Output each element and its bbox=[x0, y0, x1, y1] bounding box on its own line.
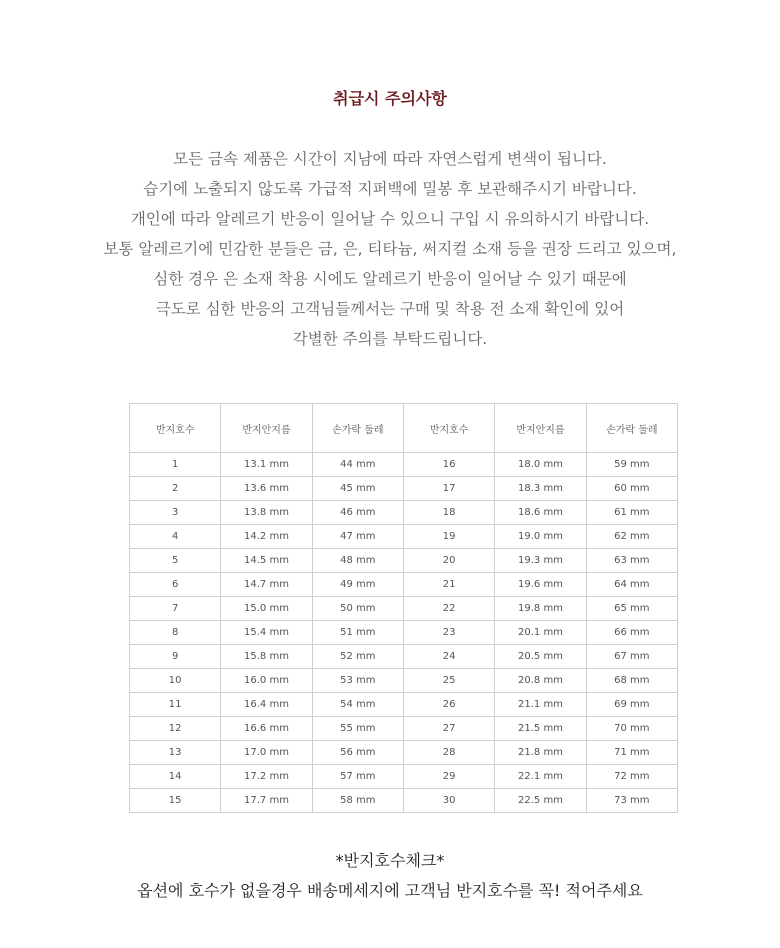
table-row bbox=[130, 765, 678, 789]
table-row bbox=[130, 453, 678, 477]
cell-ring-size: 23 bbox=[403, 621, 494, 645]
cell-finger-circumference: 50 mm bbox=[312, 597, 403, 621]
cell-ring-size: 29 bbox=[403, 765, 494, 789]
table-row bbox=[130, 525, 678, 549]
cell-inner-diameter: 13.8 mm bbox=[221, 501, 312, 525]
cell-finger-circumference: 66 mm bbox=[586, 621, 677, 645]
cell-finger-circumference: 55 mm bbox=[312, 717, 403, 741]
cell-inner-diameter: 17.2 mm bbox=[221, 765, 312, 789]
cell-ring-size: 6 bbox=[130, 573, 221, 597]
cell-ring-size: 28 bbox=[403, 741, 494, 765]
cell-ring-size: 5 bbox=[130, 549, 221, 573]
cell-finger-circumference: 56 mm bbox=[312, 741, 403, 765]
cell-inner-diameter: 21.5 mm bbox=[495, 717, 586, 741]
cell-inner-diameter: 16.4 mm bbox=[221, 693, 312, 717]
table-row bbox=[130, 621, 678, 645]
table-row bbox=[130, 549, 678, 573]
cell-finger-circumference: 47 mm bbox=[312, 525, 403, 549]
cell-inner-diameter: 13.1 mm bbox=[221, 453, 312, 477]
cell-ring-size: 27 bbox=[403, 717, 494, 741]
cell-inner-diameter: 14.5 mm bbox=[221, 549, 312, 573]
section-title: 취급시 주의사항 bbox=[333, 89, 447, 108]
cell-inner-diameter: 21.1 mm bbox=[495, 693, 586, 717]
cell-ring-size: 4 bbox=[130, 525, 221, 549]
cell-finger-circumference: 45 mm bbox=[312, 477, 403, 501]
cell-inner-diameter: 15.8 mm bbox=[221, 645, 312, 669]
cell-inner-diameter: 13.6 mm bbox=[221, 477, 312, 501]
cell-inner-diameter: 14.2 mm bbox=[221, 525, 312, 549]
cell-finger-circumference: 71 mm bbox=[586, 741, 677, 765]
cell-finger-circumference: 51 mm bbox=[312, 621, 403, 645]
cell-ring-size: 21 bbox=[403, 573, 494, 597]
cell-ring-size: 1 bbox=[130, 453, 221, 477]
cell-inner-diameter: 17.0 mm bbox=[221, 741, 312, 765]
care-notice bbox=[0, 144, 780, 354]
table-row bbox=[130, 693, 678, 717]
cell-ring-size: 8 bbox=[130, 621, 221, 645]
cell-inner-diameter: 18.6 mm bbox=[495, 501, 586, 525]
cell-finger-circumference: 57 mm bbox=[312, 765, 403, 789]
cell-inner-diameter: 19.6 mm bbox=[495, 573, 586, 597]
cell-ring-size: 22 bbox=[403, 597, 494, 621]
table-body bbox=[130, 453, 678, 813]
table-row bbox=[130, 477, 678, 501]
table-row bbox=[130, 741, 678, 765]
table-row bbox=[130, 501, 678, 525]
cell-ring-size: 2 bbox=[130, 477, 221, 501]
cell-ring-size: 15 bbox=[130, 789, 221, 813]
cell-finger-circumference: 63 mm bbox=[586, 549, 677, 573]
ring-size-check-title: *반지호수체크* bbox=[335, 851, 445, 870]
cell-finger-circumference: 58 mm bbox=[312, 789, 403, 813]
header-finger-circumference: 손가락 둘레 bbox=[312, 404, 403, 453]
cell-finger-circumference: 73 mm bbox=[586, 789, 677, 813]
cell-ring-size: 17 bbox=[403, 477, 494, 501]
cell-inner-diameter: 15.4 mm bbox=[221, 621, 312, 645]
cell-inner-diameter: 16.0 mm bbox=[221, 669, 312, 693]
cell-ring-size: 7 bbox=[130, 597, 221, 621]
cell-finger-circumference: 44 mm bbox=[312, 453, 403, 477]
cell-inner-diameter: 14.7 mm bbox=[221, 573, 312, 597]
ring-size-table bbox=[129, 403, 678, 813]
header-inner-diameter: 반지안지름 bbox=[221, 404, 312, 453]
table-row bbox=[130, 789, 678, 813]
cell-ring-size: 9 bbox=[130, 645, 221, 669]
cell-inner-diameter: 22.5 mm bbox=[495, 789, 586, 813]
cell-inner-diameter: 18.0 mm bbox=[495, 453, 586, 477]
notice-line: 각별한 주의를 부탁드립니다. bbox=[292, 330, 488, 348]
ring-size-check-text: 옵션에 호수가 없을경우 배송메세지에 고객님 반지호수를 꼭! 적어주세요 bbox=[137, 881, 643, 900]
notice-line: 극도로 심한 반응의 고객님들께서는 구매 및 착용 전 소재 확인에 있어 bbox=[155, 300, 625, 318]
cell-ring-size: 12 bbox=[130, 717, 221, 741]
header-inner-diameter: 반지안지름 bbox=[495, 404, 586, 453]
cell-inner-diameter: 17.7 mm bbox=[221, 789, 312, 813]
cell-inner-diameter: 16.6 mm bbox=[221, 717, 312, 741]
notice-line: 습기에 노출되지 않도록 가급적 지퍼백에 밀봉 후 보관해주시기 바랍니다. bbox=[143, 180, 637, 198]
header-ring-size: 반지호수 bbox=[403, 404, 494, 453]
table-header-row bbox=[130, 404, 678, 453]
cell-finger-circumference: 52 mm bbox=[312, 645, 403, 669]
cell-finger-circumference: 59 mm bbox=[586, 453, 677, 477]
cell-inner-diameter: 20.8 mm bbox=[495, 669, 586, 693]
cell-inner-diameter: 20.5 mm bbox=[495, 645, 586, 669]
cell-finger-circumference: 65 mm bbox=[586, 597, 677, 621]
cell-ring-size: 30 bbox=[403, 789, 494, 813]
cell-finger-circumference: 53 mm bbox=[312, 669, 403, 693]
cell-ring-size: 10 bbox=[130, 669, 221, 693]
cell-inner-diameter: 21.8 mm bbox=[495, 741, 586, 765]
cell-finger-circumference: 60 mm bbox=[586, 477, 677, 501]
cell-inner-diameter: 20.1 mm bbox=[495, 621, 586, 645]
table-row bbox=[130, 669, 678, 693]
cell-finger-circumference: 62 mm bbox=[586, 525, 677, 549]
cell-ring-size: 26 bbox=[403, 693, 494, 717]
notice-line: 모든 금속 제품은 시간이 지남에 따라 자연스럽게 변색이 됩니다. bbox=[173, 150, 607, 168]
cell-finger-circumference: 49 mm bbox=[312, 573, 403, 597]
header-ring-size: 반지호수 bbox=[130, 404, 221, 453]
cell-ring-size: 11 bbox=[130, 693, 221, 717]
cell-inner-diameter: 19.8 mm bbox=[495, 597, 586, 621]
cell-finger-circumference: 54 mm bbox=[312, 693, 403, 717]
notice-line: 보통 알레르기에 민감한 분들은 금, 은, 티타늄, 써지컬 소재 등을 권장 드리고 있으며, bbox=[103, 240, 677, 258]
cell-finger-circumference: 68 mm bbox=[586, 669, 677, 693]
header-finger-circumference: 손가락 둘레 bbox=[586, 404, 677, 453]
cell-inner-diameter: 18.3 mm bbox=[495, 477, 586, 501]
cell-ring-size: 16 bbox=[403, 453, 494, 477]
notice-line: 심한 경우 은 소재 착용 시에도 알레르기 반응이 일어날 수 있기 때문에 bbox=[153, 270, 627, 288]
cell-finger-circumference: 67 mm bbox=[586, 645, 677, 669]
cell-ring-size: 13 bbox=[130, 741, 221, 765]
notice-line: 개인에 따라 알레르기 반응이 일어날 수 있으니 구입 시 유의하시기 바랍니다. bbox=[130, 210, 650, 228]
table-row bbox=[130, 645, 678, 669]
table-row bbox=[130, 717, 678, 741]
cell-inner-diameter: 19.3 mm bbox=[495, 549, 586, 573]
cell-ring-size: 24 bbox=[403, 645, 494, 669]
cell-inner-diameter: 15.0 mm bbox=[221, 597, 312, 621]
cell-finger-circumference: 61 mm bbox=[586, 501, 677, 525]
cell-finger-circumference: 64 mm bbox=[586, 573, 677, 597]
cell-ring-size: 3 bbox=[130, 501, 221, 525]
cell-ring-size: 18 bbox=[403, 501, 494, 525]
table-row bbox=[130, 597, 678, 621]
cell-ring-size: 14 bbox=[130, 765, 221, 789]
cell-finger-circumference: 46 mm bbox=[312, 501, 403, 525]
cell-ring-size: 25 bbox=[403, 669, 494, 693]
cell-inner-diameter: 22.1 mm bbox=[495, 765, 586, 789]
table-row bbox=[130, 573, 678, 597]
cell-ring-size: 20 bbox=[403, 549, 494, 573]
cell-finger-circumference: 72 mm bbox=[586, 765, 677, 789]
cell-finger-circumference: 69 mm bbox=[586, 693, 677, 717]
cell-inner-diameter: 19.0 mm bbox=[495, 525, 586, 549]
cell-finger-circumference: 48 mm bbox=[312, 549, 403, 573]
cell-ring-size: 19 bbox=[403, 525, 494, 549]
cell-finger-circumference: 70 mm bbox=[586, 717, 677, 741]
